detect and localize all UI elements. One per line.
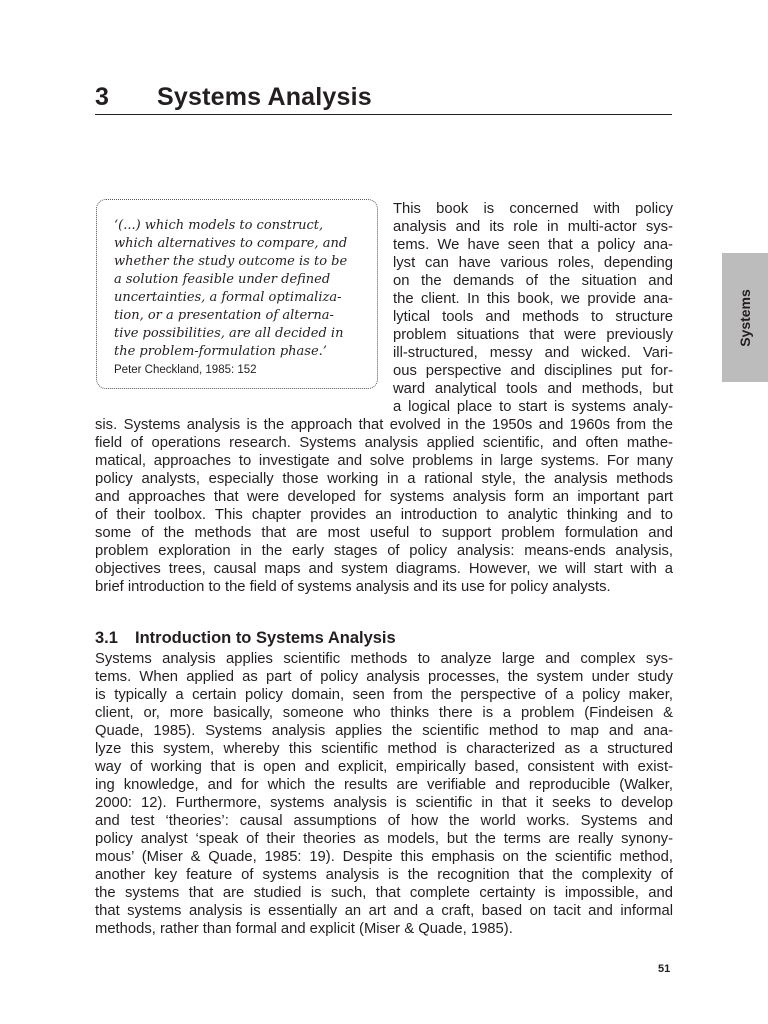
text-line: policy analyst ‘speak of their theories as models, but the terms are really synony- [95,831,673,847]
quote-line: a solution feasible under defined [114,272,331,287]
text-line: the client. In this book, we provide ana- [393,291,673,307]
section-paragraph [95,650,673,938]
text-line: analysis and its role in multi-actor sys- [393,219,673,235]
chapter-side-tab [722,253,768,382]
chapter-header [95,82,672,115]
text-line: methods, rather than formal and explicit (Miser & Quade, 1985). [95,921,513,937]
text-line: lyst can have various roles, depending [393,255,673,271]
text-line: that systems analysis is essentially an art and a craft, based on tacit and informal [95,903,673,919]
text-line: This book is concerned with policy [393,201,673,217]
section-heading [95,628,396,648]
text-line: 2000: 12). Furthermore, systems analysis is scientific in that it seeks to develop [95,795,673,811]
intro-column-text [393,200,673,416]
text-line: Quade, 1985). Systems analysis applies the scientific method to map and ana- [95,723,673,739]
quote-line: uncertainties, a formal optimaliza- [114,290,342,305]
text-line: sis. Systems analysis is the approach that evolved in the 1950s and 1960s from the [95,417,673,433]
text-line: another key feature of systems analysis is the recognition that the complexity of [95,867,673,883]
text-line: mous’ (Miser & Quade, 1985: 19). Despite this emphasis on the scientific method, [95,849,673,865]
quote-line: tive possibilities, are all decided in [114,326,344,341]
text-line: ward analytical tools and methods, but [393,381,673,397]
text-line: way of working that is open and explicit, empirically based, consistent with exist- [95,759,673,775]
text-line: of their toolbox. This chapter provides an introduction to analytic thinking and to [95,507,673,523]
epigraph-quote [114,217,364,361]
chapter-title: Systems Analysis [157,83,372,111]
text-line: on the demands of the situation and [393,273,673,289]
text-line: tems. We have seen that a policy ana- [393,237,673,253]
page-number: 51 [658,963,671,975]
quote-line: which alternatives to compare, and [114,236,348,251]
quote-line: the problem-formulation phase.’ [114,344,327,359]
quote-line: tion, or a presentation of alterna- [114,308,334,323]
quote-line: whether the study outcome is to be [114,254,348,269]
text-line: some of the methods that are most useful to support problem formulation and [95,525,673,541]
text-line: the systems that are studied is such, that complete certainty is impossible, and [95,885,673,901]
quote-line: ‘(...) which models to construct, [114,218,324,233]
side-tab-label: Systems [737,288,753,347]
text-line: ous perspective and disciplines put for- [393,363,673,379]
section-title: Introduction to Systems Analysis [135,629,396,647]
text-line: client, or, more basically, someone who thinks there is a problem (Findeisen & [95,705,673,721]
text-line: and test ‘theories’: causal assumptions of how the world works. Systems and [95,813,673,829]
text-line: a logical place to start is systems analy- [393,399,673,415]
intro-paragraph [95,416,673,596]
section-number: 3.1 [95,629,118,647]
quote-source: Peter Checkland, 1985: 152 [114,364,257,376]
text-line: lyze this system, whereby this scientific method is characterized as a structured [95,741,673,757]
chapter-number: 3 [95,83,109,111]
text-line: Systems analysis applies scientific methods to analyze large and complex sys- [95,651,673,667]
text-line: ing knowledge, and for which the results are verifiable and reproducible (Walker, [95,777,673,793]
text-line: field of operations research. Systems analysis applied scientific, and often mathe- [95,435,673,451]
text-line: and approaches that were developed for systems analysis form an important part [95,489,673,505]
text-line: lytical tools and methods to structure [393,309,673,325]
text-line: brief introduction to the field of systems analysis and its use for policy analysts. [95,579,611,595]
text-line: matical, approaches to investigate and solve problems in large systems. For many [95,453,673,469]
text-line: policy analysts, especially those working in a rational style, the analysis methods [95,471,673,487]
text-line: tems. When applied as part of policy analysis processes, the system under study [95,669,673,685]
text-line: ill-structured, messy and wicked. Vari- [393,345,673,361]
text-line: objectives trees, causal maps and system diagrams. However, we will start with a [95,561,673,577]
text-line: problem situations that were previously [393,327,673,343]
text-line: is typically a certain policy domain, seen from the perspective of a policy maker, [95,687,673,703]
text-line: problem exploration in the early stages of policy analysis: means-ends analysis, [95,543,673,559]
